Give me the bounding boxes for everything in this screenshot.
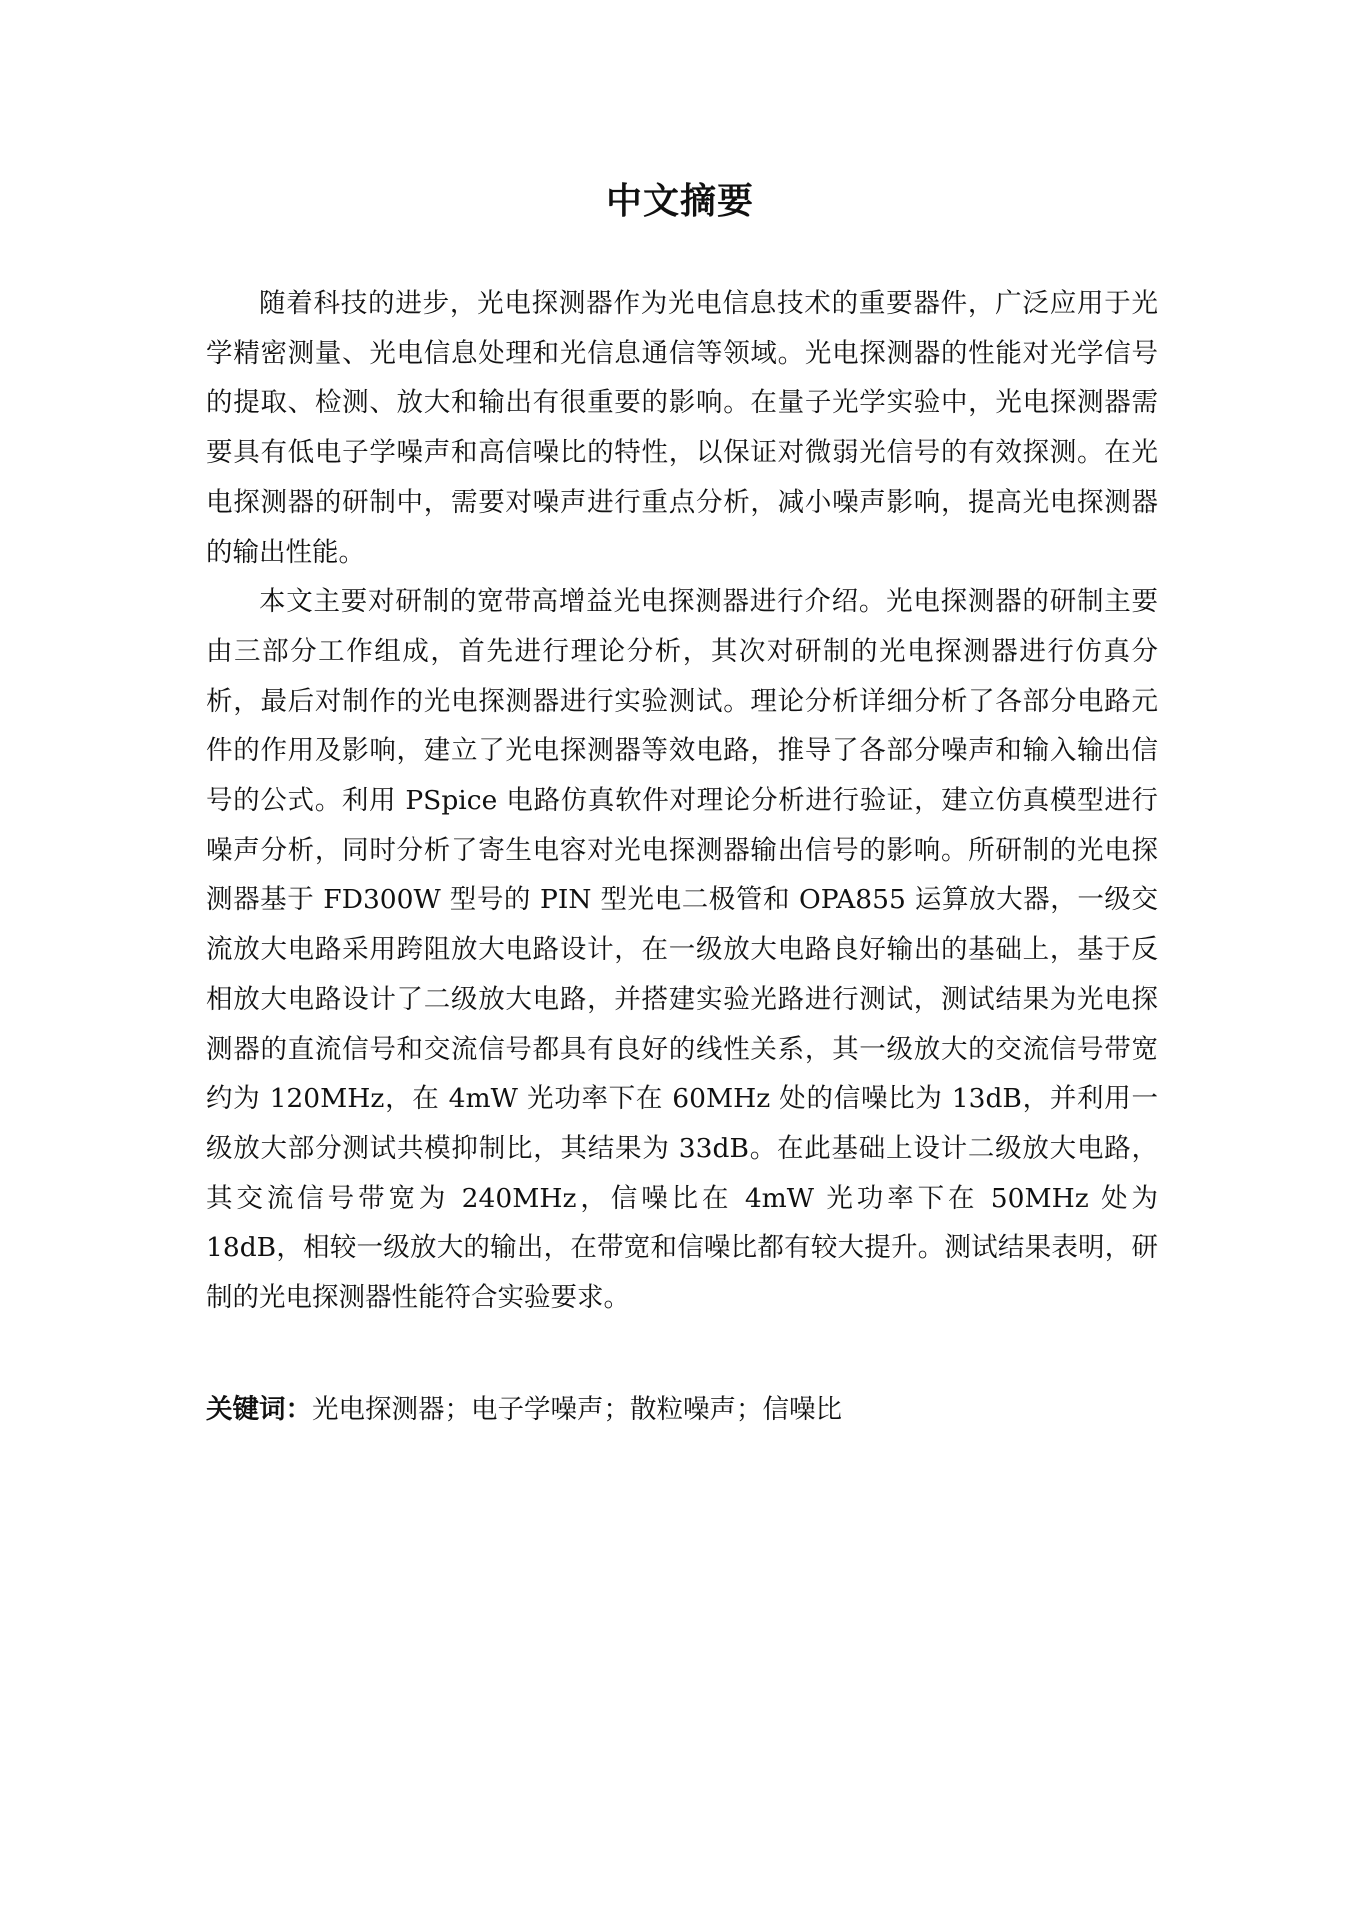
abstract-paragraph-1: 随着科技的进步，光电探测器作为光电信息技术的重要器件，广泛应用于光学精密测量、光电信息处理和光信息通信等领域。光电探测器的性能对光学信号的提取、检测、放大和输出有很重要的影响。在量子光学实验中，光电探测器需要具有低电子学噪声和高信噪比的特性，以保证对微弱光信号的有效探测。在光电探测器的研制中，需要对噪声进行重点分析，减小噪声影响，提高光电探测器的输出性能。 — [206, 288, 1158, 568]
abstract-body — [206, 279, 1158, 1323]
keywords-line — [206, 1385, 1158, 1435]
abstract-paragraph-2: 本文主要对研制的宽带高增益光电探测器进行介绍。光电探测器的研制主要由三部分工作组成，首先进行理论分析，其次对研制的光电探测器进行仿真分析，最后对制作的光电探测器进行实验测试。理论分析详细分析了各部分电路元件的作用及影响，建立了光电探测器等效电路，推导了各部分噪声和输入输出信号的公式。利用 PSpice 电路仿真软件对理论分析进行验证，建立仿真模型进行噪声分析，同时分析了寄生电容对光电探测器输出信号的影响。所研制的光电探测器基于 FD300W 型号的 PIN 型光电二极管和 OPA855 运算放大器，一级交流放大电路采用跨阻放大电路设计，在一级放大电路良好输出的基础上，基于反相放大电路设计了二级放大电路，并搭建实验光路进行测试，测试结果为光电探测器的直流信号和交流信号都具有良好的线性关系，其一级放大的交流信号带宽约为 120MHz，在 4mW 光功率下在 60MHz 处的信噪比为 13dB，并利用一级放大部分测试共模抑制比，其结果为 33dB。在此基础上设计二级放大电路，其交流信号带宽为 240MHz，信噪比在 4mW 光功率下在 50MHz 处为 18dB，相较一级放大的输出，在带宽和信噪比都有较大提升。测试结果表明，研制的光电探测器性能符合实验要求。 — [206, 586, 1158, 1314]
page-title: 中文摘要 — [605, 181, 754, 222]
keywords-label: 关键词： — [206, 1394, 312, 1425]
keywords-list: 光电探测器；电子学噪声；散粒噪声；信噪比 — [312, 1394, 842, 1425]
